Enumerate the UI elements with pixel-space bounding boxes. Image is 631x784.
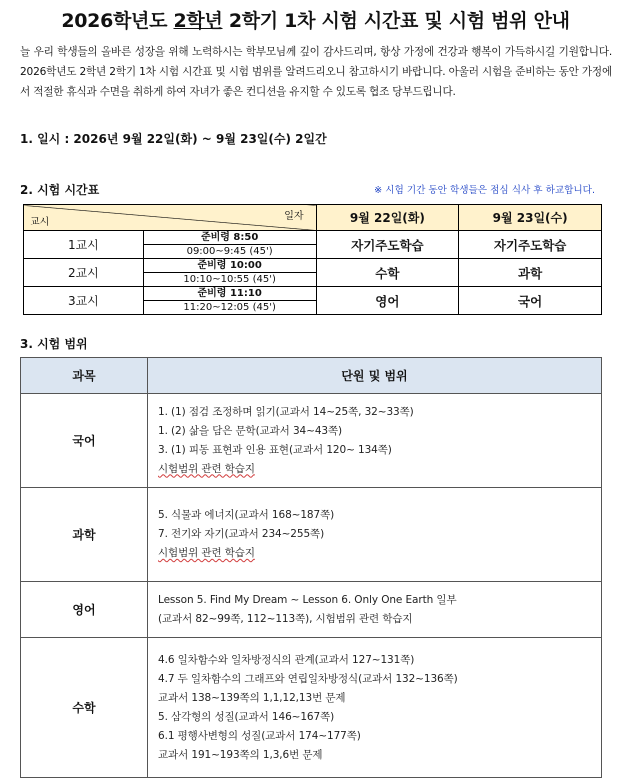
range-subject-english: 영어	[21, 582, 148, 638]
range-line: Lesson 5. Find My Dream ~ Lesson 6. Only One Earth 일부	[158, 593, 457, 606]
range-line: 1. (1) 점검 조정하며 읽기(교과서 14~25쪽, 32~33쪽)	[158, 405, 414, 418]
section-schedule-heading: 2. 시험 시간표	[20, 183, 100, 197]
range-header-subject: 과목	[21, 358, 148, 394]
range-line: 6.1 평행사변형의 성질(교과서 174~177쪽)	[158, 729, 361, 742]
range-line: 5. 식물과 에너지(교과서 168~187쪽)	[158, 509, 335, 521]
lunch-notice: ※ 시험 기간 동안 학생들은 점심 식사 후 하교합니다.	[374, 185, 595, 196]
range-scope-english	[148, 582, 602, 638]
schedule-table	[23, 204, 602, 315]
corner-label-date: 일자	[284, 211, 304, 222]
date-header-day2: 9월 23일(수)	[459, 205, 602, 231]
day1-period1-subject: 자기주도학습	[316, 231, 459, 259]
exam-range-table	[20, 357, 602, 778]
period-2: 2교시	[24, 259, 144, 287]
schedule-corner-cell	[24, 205, 317, 231]
title-grade: 2학년	[173, 10, 223, 32]
range-subject-math: 수학	[21, 638, 148, 778]
page-title	[0, 6, 631, 33]
range-scope-math	[148, 638, 602, 778]
period-1: 1교시	[24, 231, 144, 259]
day1-period3-subject: 영어	[316, 287, 459, 315]
range-line: 1. (2) 삶을 담은 문학(교과서 34~43쪽)	[158, 424, 343, 437]
range-line: 교과서 191~193쪽의 1,3,6번 문제	[158, 748, 323, 761]
section-range-heading: 3. 시험 범위	[20, 337, 88, 351]
intro-paragraph: 늘 우리 학생들의 올바른 성장을 위해 노력하시는 학부모님께 깊이 감사드리며, 항상 가정에 건강과 행복이 가득하시길 기원합니다. 2026학년도 2학년 2학기 1차 시험 시간표 및 시험 범위를 알려드리오니 참고하시기 바랍니다. 아울러 시험을 준비하는 동안 가정에서 적절한 휴식과 수면을 취하게 하여 자녀가 좋은 컨디션을 유지할 수 있도록 협조 당부드립니다.	[20, 46, 612, 98]
exam-time-3: 11:20~12:05 (45')	[143, 301, 316, 315]
title-suffix: 2학기 1차 시험 시간표 및 시험 범위 안내	[222, 10, 570, 32]
title-prefix: 2026학년도	[61, 10, 174, 32]
exam-time-2: 10:10~10:55 (45')	[143, 273, 316, 287]
period-3: 3교시	[24, 287, 144, 315]
prep-time-2: 준비령 10:00	[143, 259, 316, 273]
range-subject-science: 과학	[21, 488, 148, 582]
range-line: 시험범위 관련 학습지	[158, 462, 255, 475]
range-line: 7. 전기와 자기(교과서 234~255쪽)	[158, 528, 325, 540]
range-subject-korean: 국어	[21, 394, 148, 488]
range-line: (교과서 82~99쪽, 112~113쪽), 시험범위 관련 학습지	[158, 612, 413, 625]
range-scope-science	[148, 488, 602, 582]
corner-label-period: 교시	[30, 217, 50, 228]
range-line: 교과서 138~139쪽의 1,1,12,13번 문제	[158, 691, 346, 704]
day2-period3-subject: 국어	[459, 287, 602, 315]
range-line: 시험범위 관련 학습지	[158, 547, 255, 559]
exam-time-1: 09:00~9:45 (45')	[143, 245, 316, 259]
range-line: 4.7 두 일차함수의 그래프와 연립일차방정식(교과서 132~136쪽)	[158, 672, 458, 685]
day2-period2-subject: 과학	[459, 259, 602, 287]
day2-period1-subject: 자기주도학습	[459, 231, 602, 259]
prep-time-1: 준비령 8:50	[143, 231, 316, 245]
range-line: 5. 삼각형의 성질(교과서 146~167쪽)	[158, 710, 335, 723]
range-line: 3. (1) 피동 표현과 인용 표현(교과서 120~ 134쪽)	[158, 443, 392, 456]
range-scope-korean	[148, 394, 602, 488]
prep-time-3: 준비령 11:10	[143, 287, 316, 301]
range-header-scope: 단원 및 범위	[148, 358, 602, 394]
date-header-day1: 9월 22일(화)	[316, 205, 459, 231]
range-line: 4.6 일차함수와 일차방정식의 관계(교과서 127~131쪽)	[158, 653, 415, 666]
section-date: 1. 일시 : 2026년 9월 22일(화) ~ 9월 23일(수) 2일간	[20, 132, 327, 146]
day1-period2-subject: 수학	[316, 259, 459, 287]
